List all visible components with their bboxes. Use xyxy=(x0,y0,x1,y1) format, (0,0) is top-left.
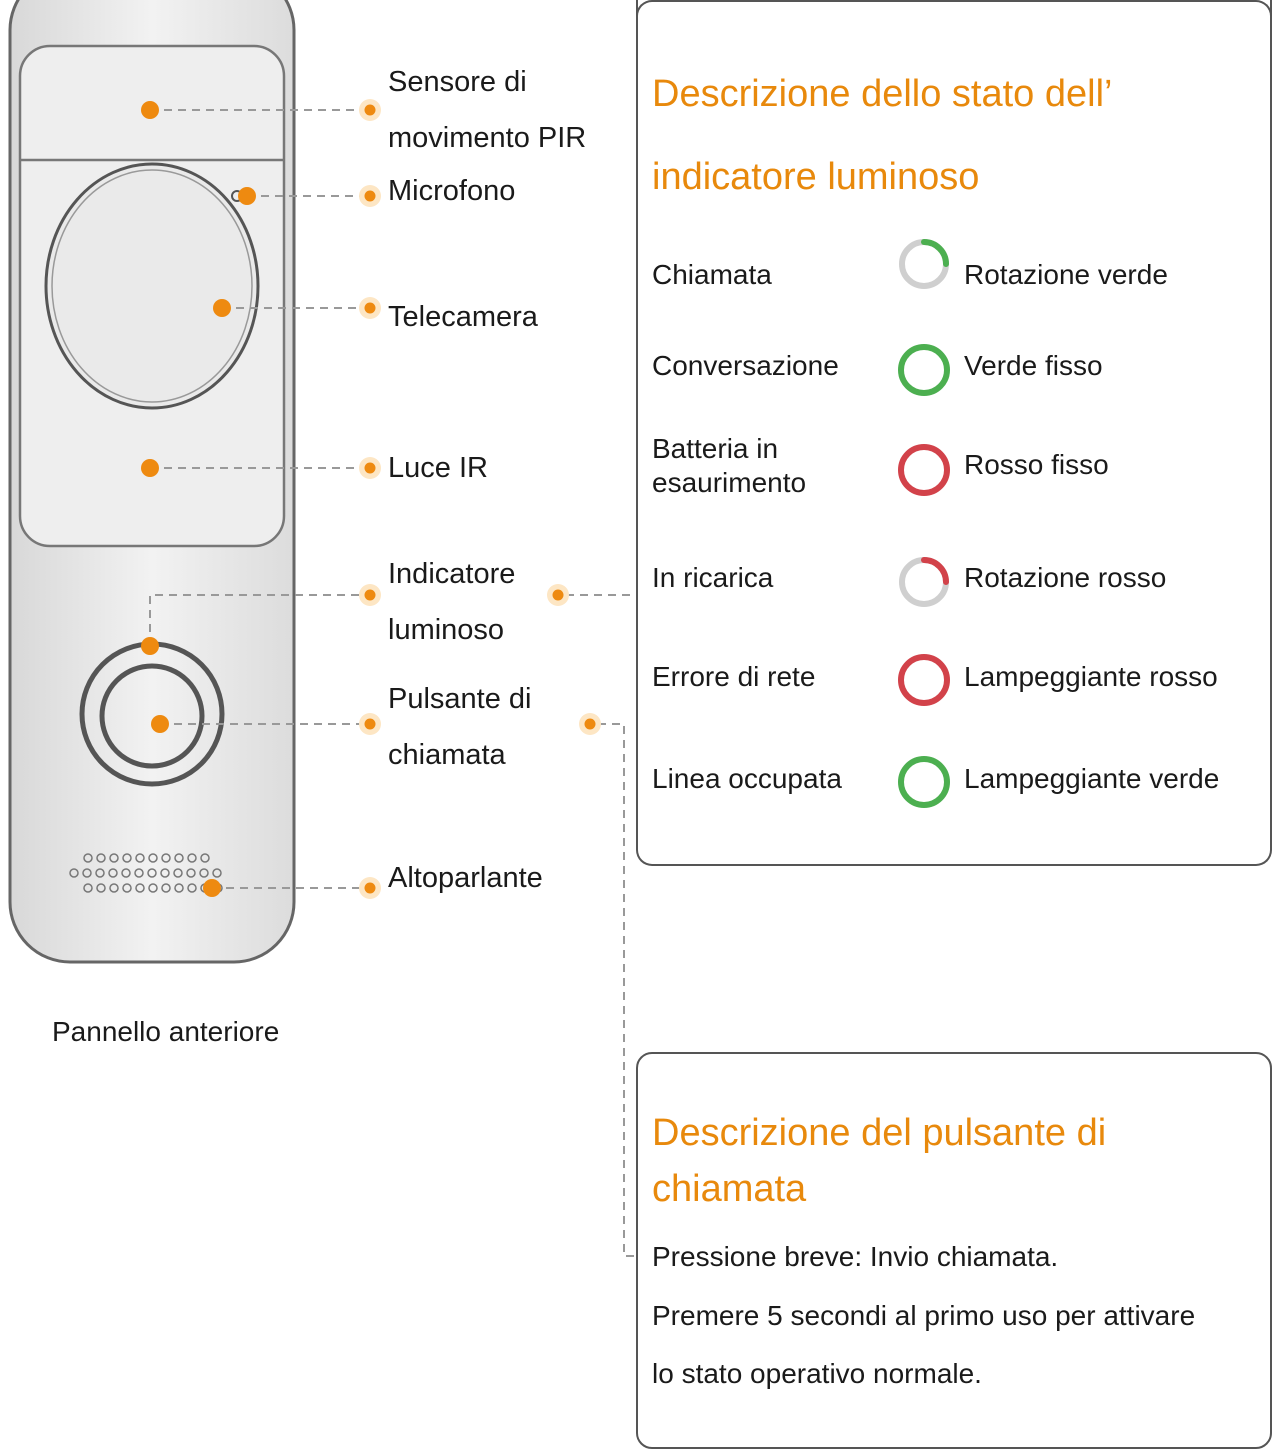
status-row-state: Conversazione xyxy=(652,350,839,381)
status-row-description: Rosso fisso xyxy=(964,449,1109,480)
button-panel-text-line: Pressione breve: Invio chiamata. xyxy=(652,1241,1059,1272)
status-panel-title-line-1: Descrizione dello stato dell’ xyxy=(652,73,1113,115)
pir-sensor-marker xyxy=(141,101,159,119)
status-row-description: Rotazione verde xyxy=(964,259,1168,290)
status-row-state: Batteria in esaurimento xyxy=(652,433,807,498)
button-panel-text-line: lo stato operativo normale. xyxy=(652,1358,982,1389)
front-panel-caption: Pannello anteriore xyxy=(52,1016,280,1047)
status-row-state: Linea occupata xyxy=(652,763,842,794)
indicator-marker xyxy=(141,637,159,655)
button-panel-title-line-1: Descrizione del pulsante di xyxy=(652,1112,1107,1154)
label-speaker: Altoparlante xyxy=(388,862,543,894)
status-row-description: Rotazione rosso xyxy=(964,562,1167,593)
ir-light-marker xyxy=(141,459,159,477)
indicator-status-panel xyxy=(636,0,1272,866)
camera-lens xyxy=(46,164,258,408)
solid-red-ring-icon xyxy=(896,652,952,708)
label-pir-sensor: Sensore di movimento PIR xyxy=(388,66,587,154)
label-indicator-light: Indicatore luminoso xyxy=(388,558,516,646)
call-button-panel xyxy=(636,1052,1272,1449)
rotating-green-ring-icon xyxy=(896,236,952,292)
status-row-description: Lampeggiante verde xyxy=(964,763,1220,794)
label-call-button: Pulsante di chiamata xyxy=(388,683,532,771)
button-panel-title-line-2: chiamata xyxy=(652,1168,807,1210)
camera-marker xyxy=(213,299,231,317)
status-panel-title-line-2: indicatore luminoso xyxy=(652,156,980,198)
label-microphone: Microfono xyxy=(388,175,516,207)
status-row-state: In ricarica xyxy=(652,562,774,593)
solid-green-ring-icon xyxy=(896,754,952,810)
call-button-marker xyxy=(151,715,169,733)
rotating-red-ring-icon xyxy=(896,554,952,610)
solid-red-ring-icon xyxy=(896,442,952,498)
status-row-description: Lampeggiante rosso xyxy=(964,661,1218,692)
status-row-state: Chiamata xyxy=(652,259,772,290)
status-row-description: Verde fisso xyxy=(964,350,1103,381)
label-camera: Telecamera xyxy=(388,301,538,333)
status-row-state: Errore di rete xyxy=(652,661,816,692)
solid-green-ring-icon xyxy=(896,342,952,398)
button-panel-text-line: Premere 5 secondi al primo uso per attivare xyxy=(652,1300,1196,1331)
microphone-marker xyxy=(238,187,256,205)
speaker-marker xyxy=(203,879,221,897)
label-ir-light: Luce IR xyxy=(388,452,488,484)
